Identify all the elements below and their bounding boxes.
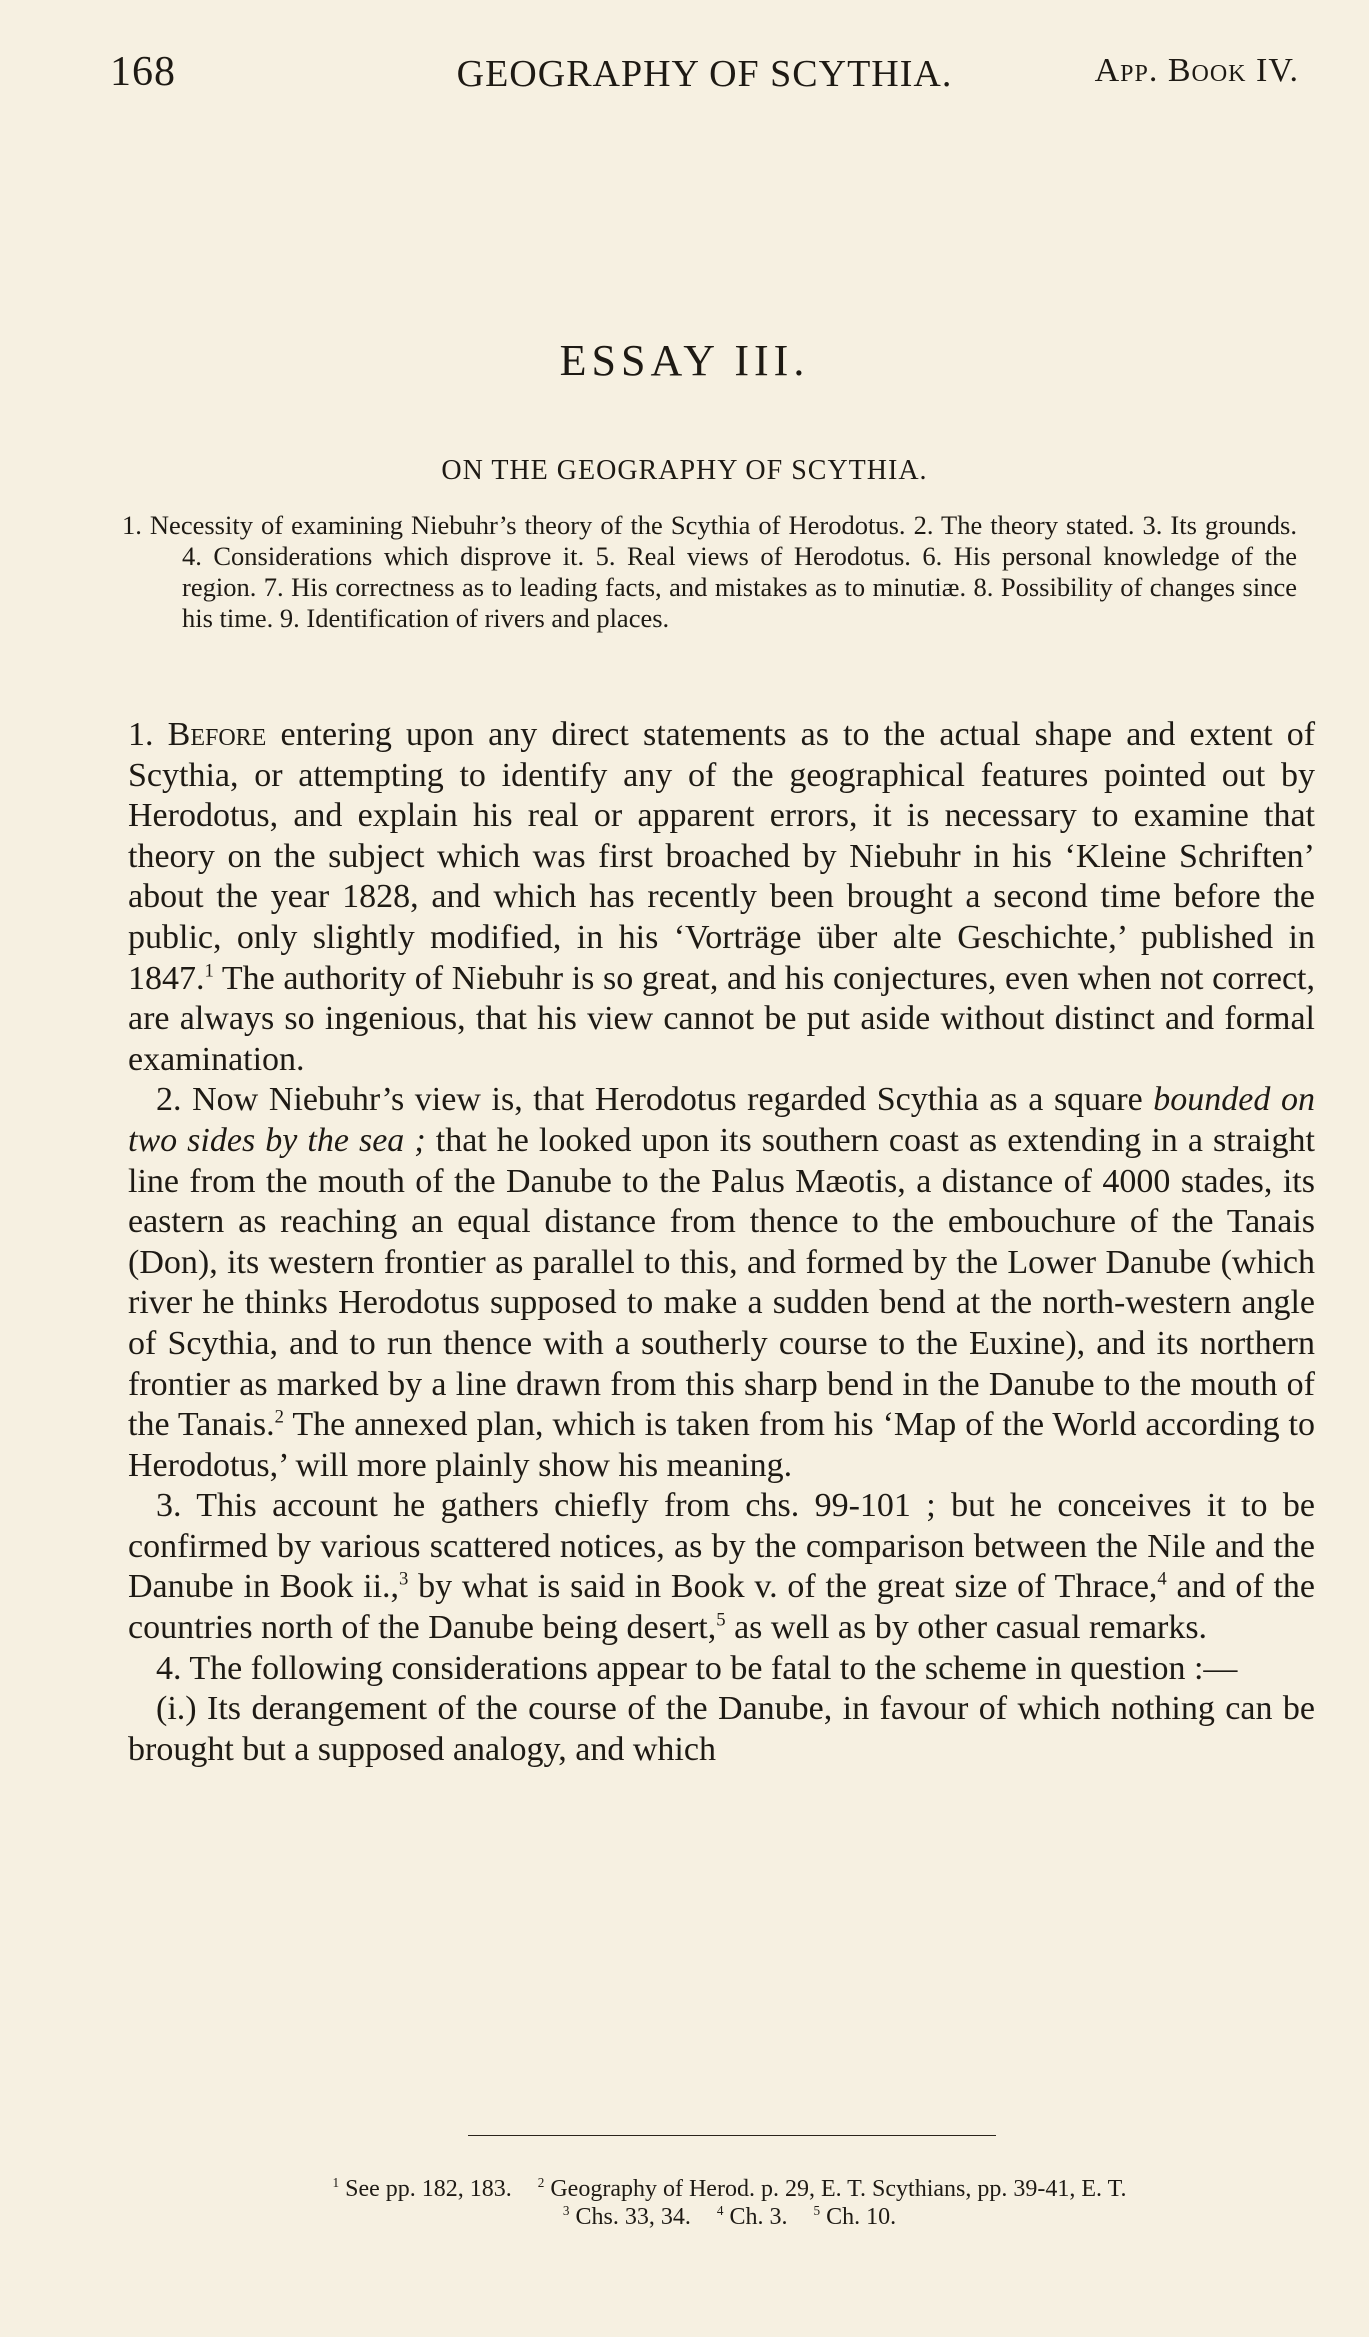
paragraph-text: and of the countries north of the Danube being desert, — [128, 1568, 1315, 1647]
footnote-mark: 3 — [562, 2203, 570, 2218]
footnote-text: Chs. 33, 34. — [575, 2204, 691, 2230]
paragraph-3 — [128, 1486, 1315, 1648]
running-head — [110, 48, 1299, 98]
footnote-5 — [813, 2204, 896, 2230]
italic-phrase: bounded on two sides by the sea ; — [128, 1081, 1316, 1159]
footnote-3 — [563, 2204, 691, 2230]
footnote-mark: 5 — [813, 2203, 821, 2218]
footnote-mark: 2 — [537, 2175, 545, 2190]
paragraph-text: that he looked upon its southern coast as extending in a straight line from the mouth of the Danube to the Palus Mæotis, a distance of 4000 stades, its eastern as reaching an equal distance from thence to the embouchure of the Tanais (Don), its western frontier as parallel to this, and formed by the Lower Danube (which river he thinks Herodotus supposed to make a sudden bend at the north-western angle of Scythia, and to run thence with a southerly course to the Euxine), and its northern frontier as marked by a line drawn from this sharp bend in the Danube to the mouth of the Tanais. — [128, 1121, 1315, 1444]
lead-word: Before — [167, 716, 267, 753]
footnote-line-1 — [160, 2175, 1299, 2203]
footnote-divider — [468, 2135, 996, 2136]
footnote-ref: 5 — [716, 1609, 726, 1631]
paragraph-4: 4. The following considerations appear to be fatal to the scheme in question :— — [156, 1649, 1238, 1687]
footnote-mark: 1 — [332, 2175, 340, 2190]
footnote-ref: 1 — [204, 960, 214, 982]
footnote-ref: 3 — [399, 1569, 409, 1591]
essay-title: ESSAY III. — [559, 336, 810, 385]
paragraph-text: entering upon any direct statements as to the actual shape and extent of Scythia, or attempting to identify any of the geographical features pointed out by Herodotus, and explain his real or apparent errors, it is necessary to examine that theory on the subject which was first broached by Niebuhr in his ‘Kleine Schriften’ about the year 1828, and which has recently been brought a second time before the public, only slightly modified, in his ‘Vorträge über alte Geschichte,’ published in 1847. — [128, 716, 1316, 997]
footnote-text: Geography of Herod. p. 29, E. T. Scythians, pp. 39-41, E. T. — [550, 2176, 1127, 2202]
paragraph-text: as well as by other casual remarks. — [725, 1609, 1208, 1647]
footnote-mark: 4 — [716, 2203, 724, 2218]
body-text — [128, 715, 1315, 1770]
essay-synopsis: 1. Necessity of examining Niebuhr’s theory of the Scythia of Herodotus. 2. The theory stated. 3. Its grounds. 4. Considerations which disprove it. 5. Real views of Herodotus. 6. His personal knowledge of the region. 7. His correctness as to leading facts, and mistakes as to minutiæ. 8. Possibility of changes since his time. 9. Identification of rivers and places. — [122, 510, 1297, 633]
footnote-4 — [717, 2204, 788, 2230]
paragraph-number: 1. — [128, 716, 154, 753]
footnote-text: See pp. 182, 183. — [345, 2176, 512, 2202]
footnote-ref: 4 — [1157, 1569, 1167, 1591]
paragraph-text: 2. Now Niebuhr’s view is, that Herodotus regarded Scythia as a square — [156, 1081, 1154, 1119]
footnote-ref: 2 — [274, 1406, 285, 1428]
essay-subtitle: ON THE GEOGRAPHY OF SCYTHIA. — [441, 455, 928, 486]
paragraph-text: The annexed plan, which is taken from his ‘Map of the World according to Herodotus,’ will more plainly show his meaning. — [128, 1406, 1316, 1484]
book-reference: App. Book IV. — [1094, 52, 1299, 89]
paragraph-text: The authority of Niebuhr is so great, and his conjectures, even when not correct, are always so ingenious, that his view cannot be put aside without distinct and formal examination. — [128, 959, 1315, 1078]
footnotes — [160, 2175, 1299, 2231]
footnote-text: Ch. 10. — [826, 2204, 897, 2230]
paragraph-2 — [128, 1080, 1315, 1486]
footnote-1 — [333, 2176, 512, 2202]
paragraph-5: (i.) Its derangement of the course of the Danube, in favour of which nothing can be brought but a supposed analogy, and which — [128, 1690, 1315, 1768]
footnote-text: Ch. 3. — [729, 2204, 788, 2230]
footnote-line-2 — [160, 2203, 1299, 2231]
footnote-2 — [538, 2176, 1127, 2202]
page-number: 168 — [110, 49, 176, 95]
paragraph-1 — [128, 715, 1315, 1080]
paragraph-text: by what is said in Book v. of the great size of Thrace, — [408, 1568, 1158, 1606]
running-title: GEOGRAPHY OF SCYTHIA. — [456, 53, 953, 95]
paragraph-text: 3. This account he gathers chiefly from chs. 99-101 ; but he conceives it to be confirmed by various scattered notices, as by the comparison between the Nile and the Danube in Book ii., — [128, 1487, 1315, 1606]
